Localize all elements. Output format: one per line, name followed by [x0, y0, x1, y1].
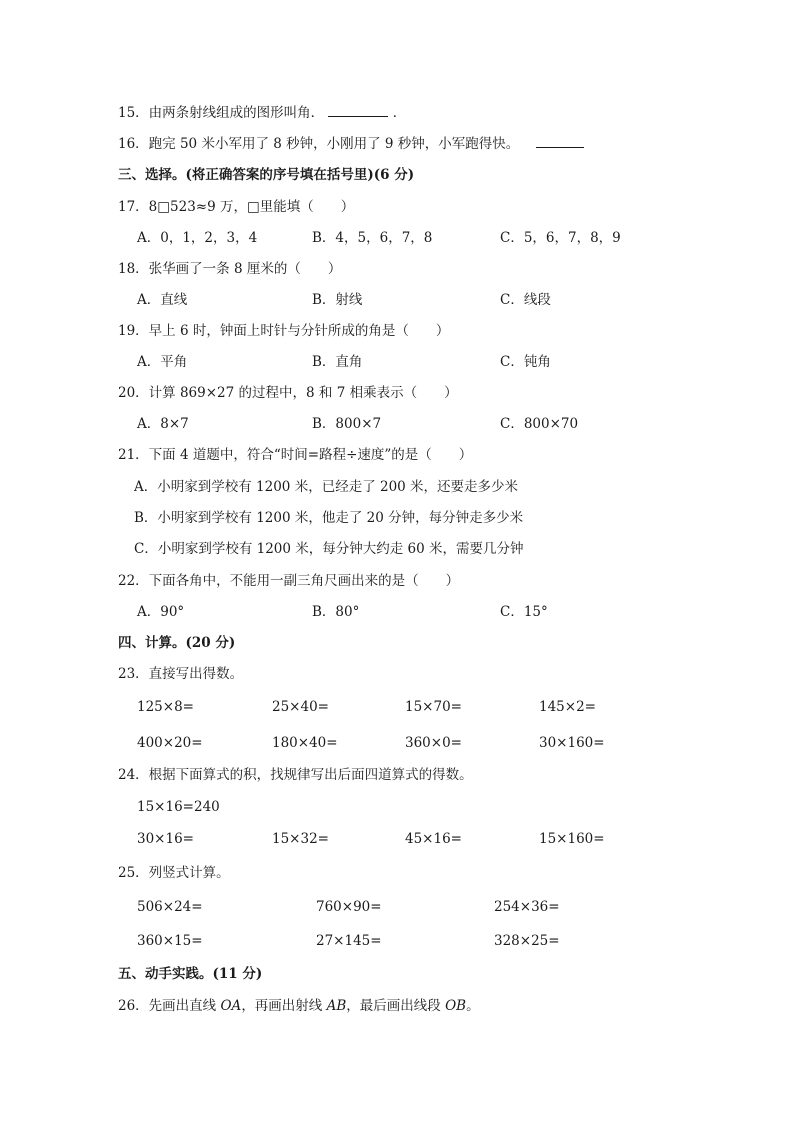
expression: 27×145=: [316, 933, 382, 949]
question-23-text: 23．直接写出得数。: [118, 666, 244, 682]
question-19-text: 19．早上 6 时，钟面上时针与分针所成的角是（ ）: [118, 323, 450, 339]
given-expression: 15×16=240: [137, 799, 220, 815]
question-15-tail: ．: [392, 105, 407, 121]
question-17-text: 17．8□523≈9 万，□里能填（ ）: [118, 199, 355, 215]
section-5-title: 五、动手实践。(11 分): [118, 966, 263, 982]
section-4-title: 四、计算。(20 分): [118, 635, 236, 651]
expression: 400×20=: [137, 735, 203, 751]
ray-ab-label: AB: [326, 998, 347, 1014]
question-16-text: 16．跑完 50 米小军用了 8 秒钟，小刚用了 9 秒钟，小军跑得快。: [118, 136, 520, 152]
option-b: B．直角: [312, 354, 363, 370]
expression: 180×40=: [272, 735, 338, 751]
expression: 145×2=: [539, 699, 596, 715]
question-26-end: 。: [466, 998, 480, 1014]
option-c: C．小明家到学校有 1200 米，每分钟大约走 60 米，需要几分钟: [134, 541, 524, 557]
question-25-text: 25．列竖式计算。: [118, 865, 230, 881]
option-c: C．15°: [500, 604, 548, 620]
option-a: A．小明家到学校有 1200 米，已经走了 200 米，还要走多少米: [134, 479, 519, 495]
option-b: B．小明家到学校有 1200 米，他走了 20 分钟，每分钟走多少米: [134, 510, 524, 526]
line-oa-label: OA: [220, 998, 242, 1014]
expression: 30×16=: [137, 831, 194, 847]
expression: 30×160=: [539, 735, 605, 751]
expression: 328×25=: [494, 933, 560, 949]
option-a: A．平角: [137, 354, 188, 370]
segment-ob-label: OB: [445, 998, 467, 1014]
option-c: C．线段: [500, 292, 551, 308]
question-26: [118, 997, 480, 1015]
question-26-prefix: 26．先画出直线: [118, 998, 221, 1014]
question-21-text: 21．下面 4 道题中，符合“时间=路程÷速度”的是（ ）: [118, 447, 473, 463]
question-20-text: 20．计算 869×27 的过程中，8 和 7 相乘表示（ ）: [118, 385, 458, 401]
expression: 15×160=: [539, 831, 605, 847]
section-3-title: 三、选择。(将正确答案的序号填在括号里)(6 分): [118, 167, 415, 183]
question-16: [118, 135, 584, 153]
option-b: B．4，5，6，7，8: [312, 230, 433, 246]
expression: 125×8=: [137, 699, 194, 715]
expression: 15×32=: [272, 831, 329, 847]
option-b: B．80°: [312, 604, 360, 620]
question-24-text: 24．根据下面算式的积，找规律写出后面四道算式的得数。: [118, 767, 473, 783]
expression: 15×70=: [405, 699, 462, 715]
option-c: C．800×70: [500, 416, 579, 432]
expression: 254×36=: [494, 899, 560, 915]
question-15: [118, 104, 406, 122]
expression: 760×90=: [316, 899, 382, 915]
question-22-text: 22．下面各角中，不能用一副三角尺画出来的是（ ）: [118, 573, 460, 589]
question-26-mid: ，再画出射线: [241, 998, 327, 1014]
option-a: A．90°: [137, 604, 185, 620]
expression: 25×40=: [272, 699, 329, 715]
answer-blank: [328, 104, 388, 117]
option-c: C．5，6，7，8，9: [500, 230, 621, 246]
option-a: A．0，1，2，3，4: [137, 230, 258, 246]
question-18-text: 18．张华画了一条 8 厘米的（ ）: [118, 261, 342, 277]
option-b: B．800×7: [312, 416, 382, 432]
question-15-text: 15．由两条射线组成的图形叫角．: [118, 105, 325, 121]
option-b: B．射线: [312, 292, 363, 308]
expression: 45×16=: [405, 831, 462, 847]
option-c: C．钝角: [500, 354, 551, 370]
answer-blank: [536, 135, 584, 148]
option-a: A．8×7: [137, 416, 189, 432]
expression: 360×15=: [137, 933, 203, 949]
option-a: A．直线: [137, 292, 188, 308]
expression: 360×0=: [405, 735, 462, 751]
expression: 506×24=: [137, 899, 203, 915]
question-26-mid2: ，最后画出线段: [346, 998, 446, 1014]
